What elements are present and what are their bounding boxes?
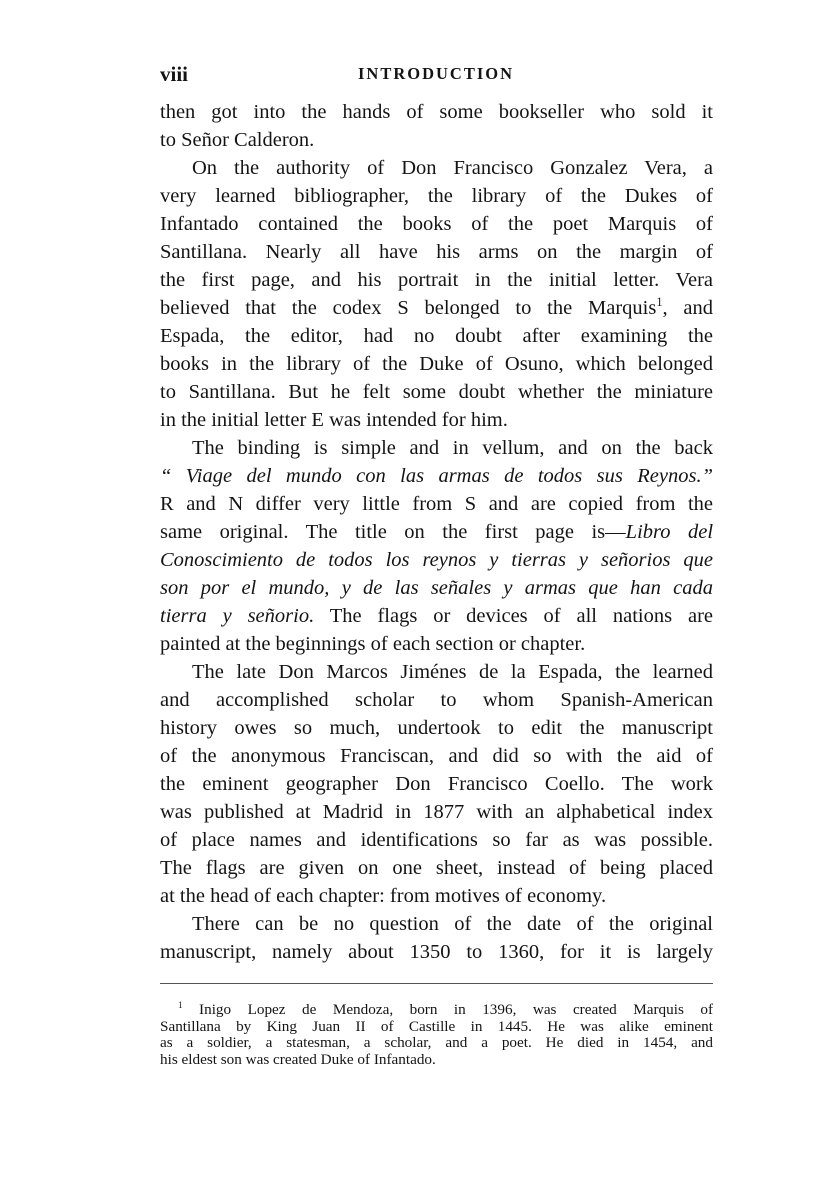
text-line: son por el mundo, y de las señales y armas que han cada	[160, 577, 713, 599]
text-line: On the authority of Don Francisco Gonzalez Vera, a	[192, 157, 713, 179]
footnote-reference: 1	[656, 295, 663, 310]
text-line: Conoscimiento de todos los reynos y tierras y señorios que	[160, 549, 713, 571]
text-line: The binding is simple and in vellum, and on the back	[192, 437, 713, 459]
text-line: at the head of each chapter: from motives of economy.	[160, 885, 607, 907]
text-line: books in the library of the Duke of Osuno, which belonged	[160, 353, 713, 375]
running-head	[160, 62, 712, 86]
text-line: the eminent geographer Don Francisco Coello. The work	[160, 773, 713, 795]
footnote	[160, 999, 713, 1068]
footnote-marker: 1	[178, 999, 183, 1010]
book-title-segment: tierra y señorio.	[160, 605, 315, 627]
text-line: very learned bibliographer, the library of the Dukes of	[160, 185, 713, 207]
text-line	[160, 602, 713, 630]
text-segment: same original. The title on the first page is—	[160, 521, 626, 543]
text-line: painted at the beginnings of each section or chapter.	[160, 633, 586, 655]
text-line: The late Don Marcos Jiménes de la Espada, the learned	[192, 661, 713, 683]
text-line	[160, 518, 713, 546]
text-line: of the anonymous Franciscan, and did so with the aid of	[160, 745, 713, 767]
text-line: was published at Madrid in 1877 with an alphabetical index	[160, 801, 713, 823]
body-text	[160, 98, 713, 966]
text-segment: Inigo Lopez de Mendoza, born in 1396, was created Marquis of	[199, 1001, 713, 1018]
text-line: in the initial letter E was intended for him.	[160, 409, 508, 431]
footnote-separator	[160, 983, 713, 984]
text-line: The flags are given on one sheet, instead of being placed	[160, 857, 713, 879]
text-segment: The flags or devices of all nations are	[314, 605, 713, 627]
footnote-line	[160, 999, 713, 1019]
text-line: “ Viage del mundo con las armas de todos sus Reynos.”	[160, 465, 713, 487]
page-number: viii	[160, 62, 189, 86]
text-line	[160, 294, 713, 322]
footnote-line: his eldest son was created Duke of Infantado.	[160, 1050, 436, 1068]
text-line: manuscript, namely about 1350 to 1360, for it is largely	[160, 941, 713, 963]
text-line: history owes so much, undertook to edit the manuscript	[160, 717, 713, 739]
book-title-segment: Libro del	[625, 521, 714, 543]
text-line: then got into the hands of some bookseller who sold it	[160, 101, 713, 123]
text-line: to Santillana. But he felt some doubt whether the miniature	[160, 381, 713, 403]
text-line: Espada, the editor, had no doubt after examining the	[160, 325, 713, 347]
footnote-line: as a soldier, a statesman, a scholar, and a poet. He died in 1454, and	[160, 1034, 713, 1051]
text-line: of place names and identifications so far as was possible.	[160, 829, 713, 851]
text-segment: , and	[662, 297, 713, 319]
running-title: INTRODUCTION	[357, 64, 515, 83]
text-line: the first page, and his portrait in the initial letter. Vera	[160, 269, 713, 291]
text-line: There can be no question of the date of the original	[192, 913, 713, 935]
text-line: to Señor Calderon.	[160, 129, 315, 151]
text-line: R and N differ very little from S and are copied from the	[160, 493, 713, 515]
text-line: Santillana. Nearly all have his arms on the margin of	[160, 241, 713, 263]
text-line: and accomplished scholar to whom Spanish-American	[160, 689, 713, 711]
footnote-line: Santillana by King Juan II of Castille in 1445. He was alike eminent	[160, 1017, 713, 1035]
text-segment: believed that the codex S belonged to the Marquis	[160, 297, 657, 319]
text-line: Infantado contained the books of the poet Marquis of	[160, 213, 713, 235]
